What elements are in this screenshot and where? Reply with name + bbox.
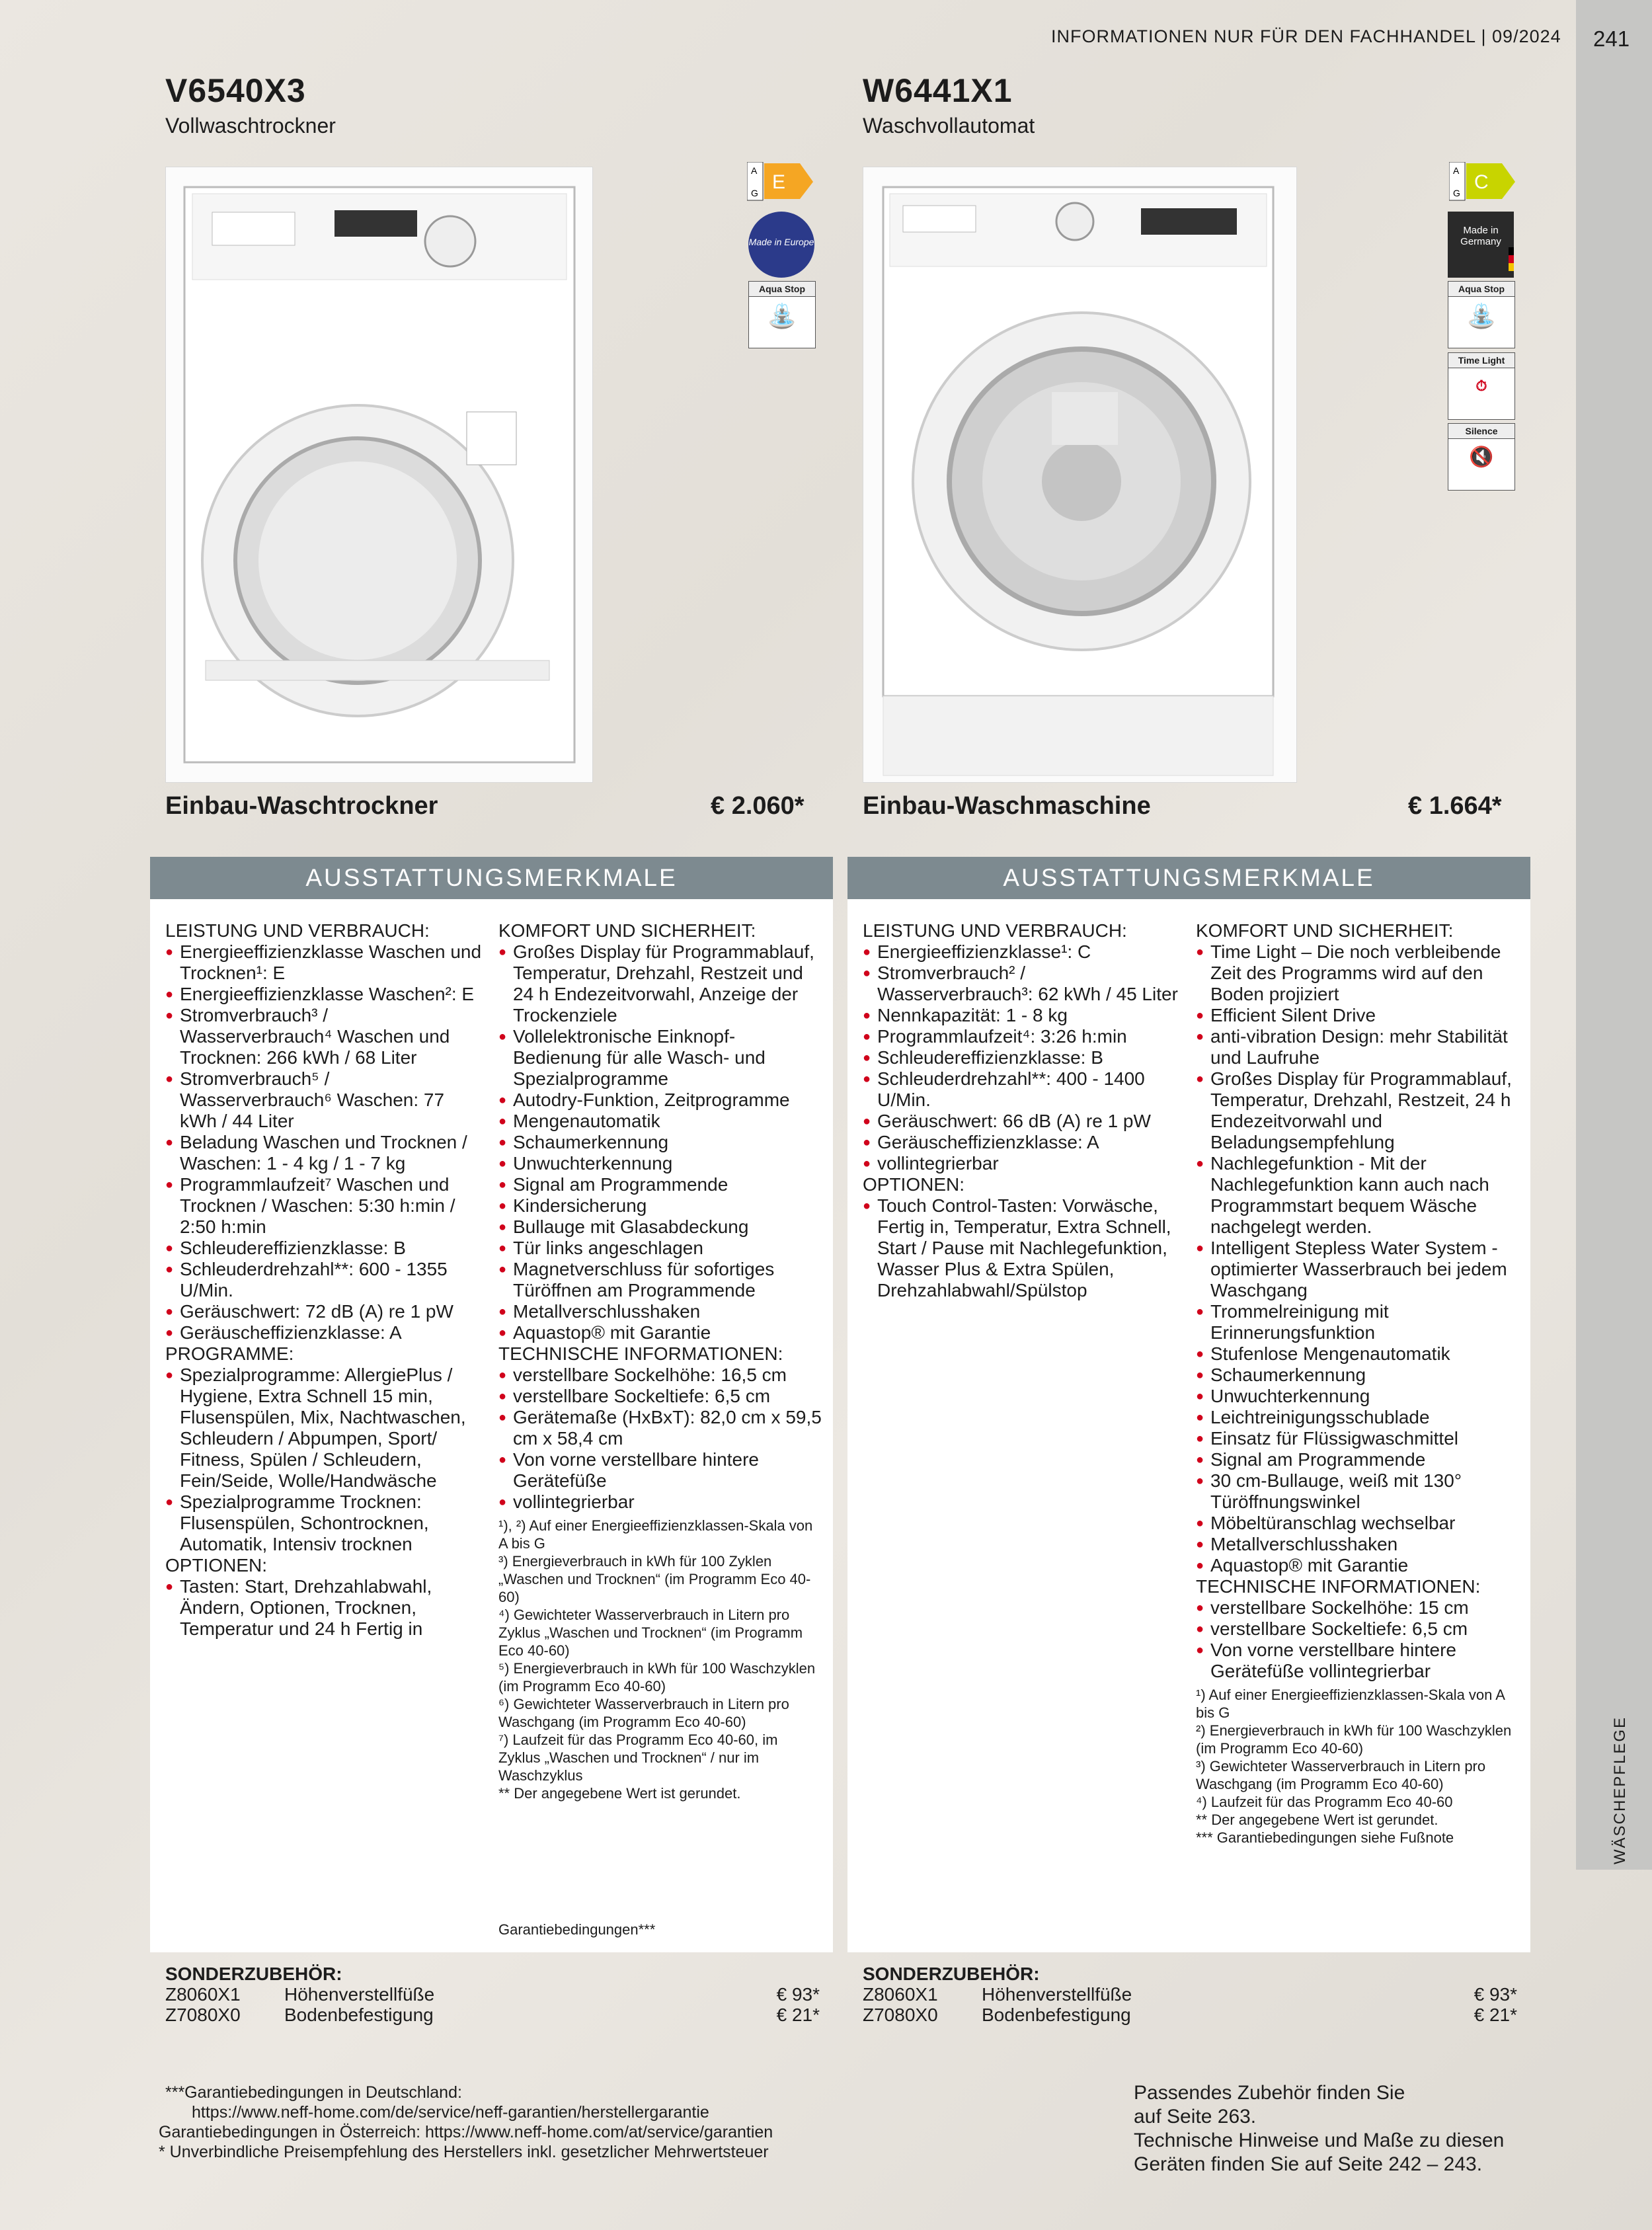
guarantee-note: Garantiebedingungen*** [498, 1921, 656, 1938]
section-heading: TECHNISCHE INFORMATIONEN: [498, 1343, 783, 1364]
svg-text:G: G [1453, 188, 1460, 198]
list-item: ● Von vorne verstellbare hintere Gerätefüße [498, 1449, 822, 1492]
svg-text:C: C [1474, 171, 1489, 193]
product-2-footnotes: ¹) Auf einer Energieeffizienzklassen-Skala von A bis G ²) Energieverbrauch in kWh für 100 Waschzyklen (im Programm Eco 40-60) ³) Gewichteter Wasserverbrauch in Litern pro Waschgang (im Programm Eco 40-60) ⁴) Laufzeit für das Programm Eco 40-60 ** Der angegebene Wert ist gerundet. *** Garantiebedingungen siehe Fußnote [1196, 1687, 1512, 1846]
list-item: ● Geräuschwert: 72 dB (A) re 1 pW [165, 1301, 483, 1322]
list-item: ● Großes Display für Programmablauf, Temperatur, Drehzahl, Restzeit, 24 h Endezeitvorwahl und Beladungsempfehlung [1196, 1068, 1520, 1153]
made-in-germany-badge: Made in Germany [1448, 212, 1514, 278]
side-label: WÄSCHEPFLEGE [1611, 1716, 1629, 1864]
section-heading: KOMFORT UND SICHERHEIT: [1196, 920, 1454, 941]
list-item: ● Möbeltüranschlag wechselbar [1196, 1513, 1520, 1534]
list-item: ● Stromverbrauch³ / Wasserverbrauch⁴ Waschen und Trocknen: 266 kWh / 68 Liter [165, 1005, 483, 1068]
product-2-model: W6441X1 [863, 72, 1013, 109]
product-1-footnotes: ¹), ²) Auf einer Energieeffizienzklassen-Skala von A bis G ³) Energieverbrauch in kWh für 100 Zyklen „Waschen und Trocknen“ (im Programm Eco 40-60) ⁴) Gewichteter Wasserverbrauch in Litern pro Zyklus „Waschen und Trocknen“ (im Programm Eco 40-60) ⁵) Energieverbrauch in kWh für 100 Waschzyklen (im Programm Eco 40-60) ⁶) Gewichteter Wasserverbrauch in Litern pro Waschgang (im Programm Eco 40-60) ⁷) Laufzeit für das Programm Eco 40-60, im Zyklus „Waschen und Trocknen“ / nur im Waschzyklus ** Der angegebene Wert ist gerundet. [498, 1517, 816, 1802]
product-2-energy-label [1449, 162, 1495, 205]
list-item: ● Geräuscheffizienzklasse: A [165, 1322, 483, 1343]
product-1-price: € 2.060* [711, 792, 805, 820]
list-item: ● Stromverbrauch⁵ / Wasserverbrauch⁶ Waschen: 77 kWh / 44 Liter [165, 1068, 483, 1132]
product-2-right-column [1196, 920, 1520, 1847]
aqua-stop-badge-1: Aqua Stop ⛲ [748, 281, 816, 348]
list-item: ● Programmlaufzeit⁷ Waschen und Trocknen / Waschen: 5:30 h:min / 2:50 h:min [165, 1174, 483, 1238]
list-item: ● Von vorne verstellbare hintere Gerätefüße vollintegrierbar [1196, 1640, 1520, 1682]
list-item: ● Schaumerkennung [1196, 1365, 1520, 1386]
list-item: ● Energieeffizienzklasse Waschen²: E [165, 984, 483, 1005]
list-item: ● Schleudereffizienzklasse: B [165, 1238, 483, 1259]
list-item: ● Geräuscheffizienzklasse: A [863, 1132, 1180, 1153]
list-item: ● Aquastop® mit Garantie [1196, 1555, 1520, 1576]
list-item: ● Einsatz für Flüssigwaschmittel [1196, 1428, 1520, 1449]
faucet-icon: ⛲ [1466, 302, 1497, 329]
list-item: ● Metallverschlusshaken [1196, 1534, 1520, 1555]
list-item: ● Touch Control-Tasten: Vorwäsche, Fertig in, Temperatur, Extra Schnell, Start / Pause mit Nachlegefunktion, Wasser Plus & Extra Spülen, Drehzahlabwahl/Spülstop [863, 1195, 1180, 1301]
list-item: ● Schleuderdrehzahl**: 600 - 1355 U/Min. [165, 1259, 483, 1301]
product-2-left-column [863, 920, 1180, 1301]
product-1-image [165, 167, 593, 783]
list-item: ● 30 cm-Bullauge, weiß mit 130° Türöffnungswinkel [1196, 1470, 1520, 1513]
list-item: ● Intelligent Stepless Water System - optimierter Wasserbrauch bei jedem Waschgang [1196, 1238, 1520, 1301]
list-item: ● Trommelreinigung mit Erinnerungsfunktion [1196, 1301, 1520, 1343]
list-item: ● Energieeffizienzklasse¹: C [863, 941, 1180, 963]
page-number: 241 [1593, 26, 1630, 51]
list-item: ● Großes Display für Programmablauf, Temperatur, Drehzahl, Restzeit und 24 h Endezeitvorwahl, Anzeige der Trockenziele [498, 941, 822, 1026]
svg-text:A: A [1453, 165, 1460, 176]
made-in-europe-badge: Made in Europe [748, 212, 814, 278]
section-heading: OPTIONEN: [863, 1174, 965, 1195]
list-item: ● Mengenautomatik [498, 1111, 822, 1132]
section-heading: LEISTUNG UND VERBRAUCH: [863, 920, 1127, 941]
list-item: ● Programmlaufzeit⁴: 3:26 h:min [863, 1026, 1180, 1047]
list-item: ● Spezialprogramme Trocknen: Flusenspülen, Schontrocknen, Automatik, Intensiv trocknen [165, 1492, 483, 1555]
list-item: ● Beladung Waschen und Trocknen / Waschen: 1 - 4 kg / 1 - 7 kg [165, 1132, 483, 1174]
list-item: ● Time Light – Die noch verbleibende Zeit des Programms wird auf den Boden projiziert [1196, 941, 1520, 1005]
product-1-accessories [165, 1964, 820, 2025]
list-item: ● Bullauge mit Glasabdeckung [498, 1216, 822, 1238]
silence-badge: Silence 🔇 [1448, 423, 1515, 491]
list-item: ● Signal am Programmende [1196, 1449, 1520, 1470]
list-item: ● vollintegrierbar [498, 1492, 822, 1513]
header-note: INFORMATIONEN NUR FÜR DEN FACHHANDEL | 09/2024 [1051, 26, 1561, 46]
list-item: ● verstellbare Sockelhöhe: 15 cm [1196, 1597, 1520, 1618]
list-item: ● Gerätemaße (HxBxT): 82,0 cm x 59,5 cm x 58,4 cm [498, 1407, 822, 1449]
list-item: ● vollintegrierbar [863, 1153, 1180, 1174]
product-1-subtitle: Vollwaschtrockner [165, 114, 336, 138]
section-heading: KOMFORT UND SICHERHEIT: [498, 920, 756, 941]
section-heading: PROGRAMME: [165, 1343, 294, 1364]
product-2-category: Einbau-Waschmaschine [863, 792, 1151, 820]
svg-text:A: A [751, 165, 758, 176]
accessories-title: SONDERZUBEHÖR: [165, 1964, 342, 1984]
accessory-row: Z8060X1 Höhenverstellfüße € 93* [165, 1984, 820, 2005]
section-heading: OPTIONEN: [165, 1555, 268, 1575]
product-2-subtitle: Waschvollautomat [863, 114, 1035, 138]
accessory-row: Z8060X1 Höhenverstellfüße € 93* [863, 1984, 1517, 2005]
list-item: ● Nachlegefunktion - Mit der Nachlegefunktion kann auch nach Programmstart bequem Wäsche nachgelegt werden. [1196, 1153, 1520, 1238]
list-item: ● verstellbare Sockelhöhe: 16,5 cm [498, 1365, 822, 1386]
svg-text:G: G [751, 188, 758, 198]
list-item: ● Efficient Silent Drive [1196, 1005, 1520, 1026]
product-2-panel [847, 857, 1530, 1952]
svg-text:E: E [772, 171, 786, 193]
product-2-image [863, 167, 1297, 783]
faucet-icon: ⛲ [767, 302, 797, 329]
footer-references: Passendes Zubehör finden Sie auf Seite 263. Technische Hinweise und Maße zu diesen Geräten finden Sie auf Seite 242 – 243. [1134, 2082, 1505, 2175]
aqua-stop-badge-2: Aqua Stop ⛲ [1448, 281, 1515, 348]
list-item: ● Schleudereffizienzklasse: B [863, 1047, 1180, 1068]
list-item: ● Aquastop® mit Garantie [498, 1322, 822, 1343]
list-item: ● Unwuchterkennung [1196, 1386, 1520, 1407]
section-heading: TECHNISCHE INFORMATIONEN: [1196, 1576, 1481, 1597]
list-item: ● verstellbare Sockeltiefe: 6,5 cm [1196, 1618, 1520, 1640]
list-item: ● Kindersicherung [498, 1195, 822, 1216]
list-item: ● Metallverschlusshaken [498, 1301, 822, 1322]
list-item: ● Geräuschwert: 66 dB (A) re 1 pW [863, 1111, 1180, 1132]
product-2-accessories [863, 1964, 1517, 2025]
footer-legal: ***Garantiebedingungen in Deutschland: https://www.neff-home.com/de/service/neff-garantien/herstellergarantie Garantiebedingungen in Österreich: https://www.neff-home.com/at/service/garantien * Unverbindliche Preisempfehlung des Herstellers inkl. gesetzlicher Mehrwertsteuer [159, 2083, 773, 2161]
list-item: ● Signal am Programmende [498, 1174, 822, 1195]
list-item: ● Leichtreinigungsschublade [1196, 1407, 1520, 1428]
product-1-model: V6540X3 [165, 72, 306, 109]
section-heading: LEISTUNG UND VERBRAUCH: [165, 920, 430, 941]
list-item: ● Spezialprogramme: AllergiePlus / Hygiene, Extra Schnell 15 min, Flusenspülen, Mix, Nachtwaschen, Schleudern / Abpumpen, Sport/ Fitness, Spülen / Schleudern, Fein/Seide, Wolle/Handwäsche [165, 1365, 483, 1492]
list-item: ● Stromverbrauch² / Wasserverbrauch³: 62 kWh / 45 Liter [863, 963, 1180, 1005]
accessory-row: Z7080X0 Bodenbefestigung € 21* [165, 2005, 820, 2025]
list-item: ● Tasten: Start, Drehzahlabwahl, Ändern, Optionen, Trocknen, Temperatur und 24 h Fertig in [165, 1576, 483, 1640]
silence-icon: 🔇 [1469, 446, 1494, 468]
list-item: ● Unwuchterkennung [498, 1153, 822, 1174]
list-item: ● Tür links angeschlagen [498, 1238, 822, 1259]
list-item: ● Vollelektronische Einknopf-Bedienung für alle Wasch- und Spezialprogramme [498, 1026, 822, 1090]
accessories-title: SONDERZUBEHÖR: [863, 1964, 1040, 1984]
list-item: ● Stufenlose Mengenautomatik [1196, 1343, 1520, 1365]
list-item: ● Nennkapazität: 1 - 8 kg [863, 1005, 1180, 1026]
product-1-energy-label [747, 162, 793, 205]
list-item: ● anti-vibration Design: mehr Stabilität und Laufruhe [1196, 1026, 1520, 1068]
list-item: ● Autodry-Funktion, Zeitprogramme [498, 1090, 822, 1111]
list-item: ● verstellbare Sockeltiefe: 6,5 cm [498, 1386, 822, 1407]
product-1-right-column [498, 920, 822, 1802]
list-item: ● Schleuderdrehzahl**: 400 - 1400 U/Min. [863, 1068, 1180, 1111]
product-1-category: Einbau-Waschtrockner [165, 792, 438, 820]
product-2-price: € 1.664* [1408, 792, 1502, 820]
time-light-badge: Time Light ⏱ [1448, 352, 1515, 420]
list-item: ● Magnetverschluss für sofortiges Türöffnen am Programmende [498, 1259, 822, 1301]
side-strip [1576, 0, 1652, 1870]
list-item: ● Schaumerkennung [498, 1132, 822, 1153]
product-1-panel [150, 857, 833, 1952]
accessory-row: Z7080X0 Bodenbefestigung € 21* [863, 2005, 1517, 2025]
time-light-icon: ⏱ [1475, 378, 1487, 394]
panel-title: AUSSTATTUNGSMERKMALE [150, 857, 833, 899]
list-item: ● Energieeffizienzklasse Waschen und Trocknen¹: E [165, 941, 483, 984]
panel-title: AUSSTATTUNGSMERKMALE [847, 857, 1530, 899]
product-1-left-column [165, 920, 483, 1640]
